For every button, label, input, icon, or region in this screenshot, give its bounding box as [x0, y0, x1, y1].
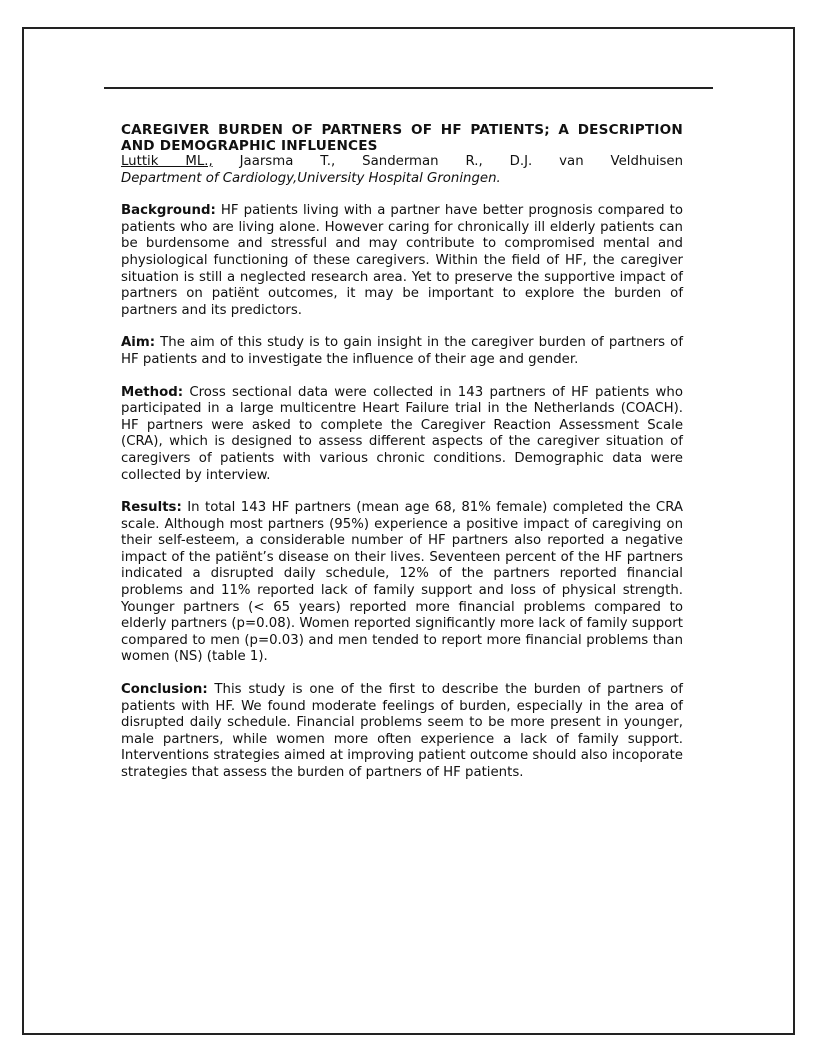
- method-heading: Method:: [121, 384, 184, 400]
- conclusion-heading: Conclusion:: [121, 682, 208, 698]
- results-heading: Results:: [121, 500, 182, 516]
- results-section: [121, 500, 683, 666]
- affiliation: Department of Cardiology,University Hospital Groningen.: [121, 170, 501, 186]
- aim-section: [121, 335, 683, 368]
- method-text: Cross sectional data were collected in 143 partners of HF patients who participated in a large multicentre Heart Failure trial in the Netherlands (COACH). HF partners were asked to complete the Caregiver Reaction Assessment Scale (CRA), which is designed to assess different aspects of the caregiver situation of caregivers of patients with various chronic conditions. Demographic data were collected by interview.: [121, 384, 683, 483]
- background-text: HF patients living with a partner have better prognosis compared to patients who are living alone. However caring for chronically ill elderly patients can be burdensome and stressful and may contribute to compromised mental and physiological functioning of these caregivers. Within the field of HF, the caregiver situation is still a neglected research area. Yet to preserve the supportive impact of partners on patiënt outcomes, it may be important to explore the burden of partners and its predictors.: [121, 203, 683, 318]
- background-section: [121, 203, 683, 319]
- co-authors: Jaarsma T., Sanderman R., D.J. van Veldhuisen: [239, 154, 684, 169]
- conclusion-section: [121, 682, 683, 782]
- results-text: In total 143 HF partners (mean age 68, 81% female) completed the CRA scale. Although most partners (95%) experience a positive impact of caregiving on their self-esteem, a considerable number of HF partners also reported a negative impact of the patiënt’s disease on their lives. Seventeen percent of the HF partners indicated a disrupted daily schedule, 12% of the partners reported financial problems and 11% reported lack of family support and loss of physical strength. Younger partners (< 65 years) reported more financial problems compared to elderly partners (p=0.08). Women reported significantly more lack of family support compared to men (p=0.03) and men tended to report more financial problems than women (NS) (table 1).: [121, 500, 683, 665]
- abstract: [121, 122, 683, 782]
- background-heading: Background:: [121, 203, 216, 219]
- first-author: Luttik ML.,: [121, 154, 213, 169]
- header-rule: [104, 87, 713, 89]
- aim-text: The aim of this study is to gain insight in the caregiver burden of partners of HF patients and to investigate the influence of their age and gender.: [121, 335, 684, 367]
- method-section: [121, 385, 683, 485]
- conclusion-text: This study is one of the first to describe the burden of partners of patients with HF. We found moderate feelings of burden, especially in the area of disrupted daily schedule. Financial problems seem to be more present in younger, male partners, while women more often experience a lack of family support. Interventions strategies aimed at improving patient outcome should also incoporate strategies that assess the burden of partners of HF patients.: [121, 682, 683, 780]
- author-list: [121, 154, 683, 171]
- aim-heading: Aim:: [121, 335, 156, 351]
- abstract-title: CAREGIVER BURDEN OF PARTNERS OF HF PATIENTS; A DESCRIPTION AND DEMOGRAPHIC INFLUENCES: [121, 122, 683, 154]
